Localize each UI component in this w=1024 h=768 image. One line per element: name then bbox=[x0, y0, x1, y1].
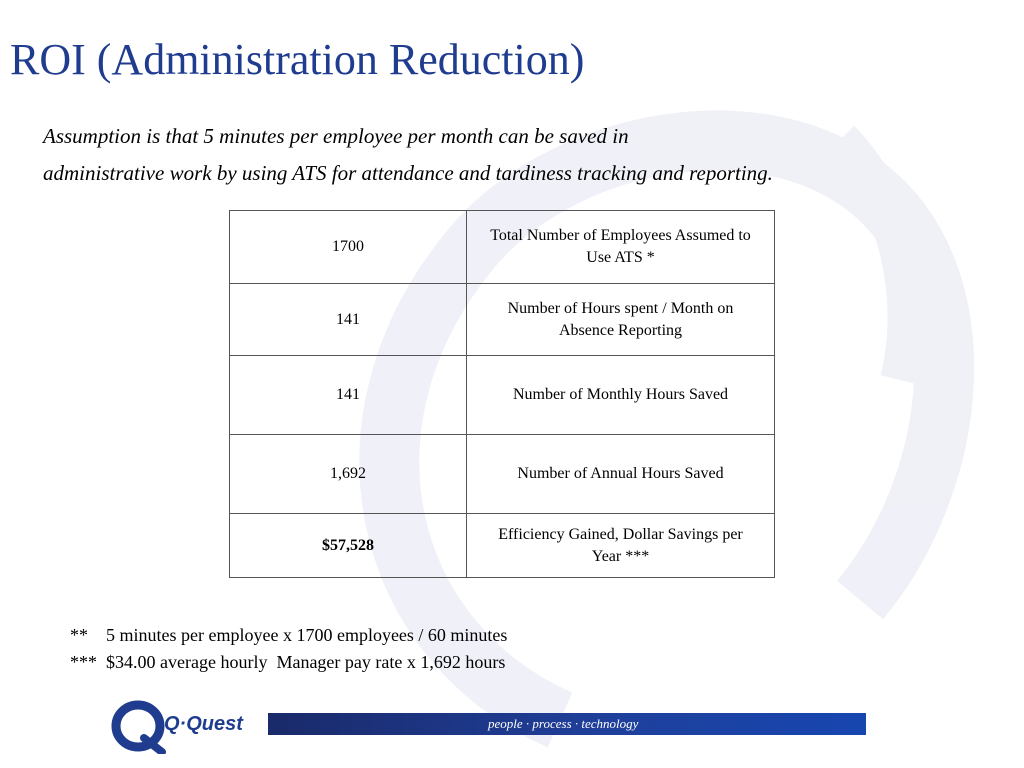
row-value-dollar-savings: $57,528 bbox=[230, 514, 467, 578]
row-label-monthly-saved: Number of Monthly Hours Saved bbox=[467, 356, 775, 435]
qquest-logo bbox=[108, 698, 270, 754]
logo-text: Q·Quest bbox=[164, 713, 243, 735]
table-row bbox=[230, 435, 775, 514]
assumption-line-2: administrative work by using ATS for attendance and tardiness tracking and reporting. bbox=[43, 161, 773, 185]
row-label-employees: Total Number of Employees Assumed to Use ATS * bbox=[467, 211, 775, 284]
table-row bbox=[230, 211, 775, 284]
slide-title: ROI (Administration Reduction) bbox=[10, 35, 585, 84]
footnote-1: ** 5 minutes per employee x 1700 employees / 60 minutes bbox=[70, 625, 508, 645]
footer-tagline: people · process · technology bbox=[488, 716, 639, 731]
table-row bbox=[230, 514, 775, 578]
footnote-2: *** $34.00 average hourly Manager pay rate x 1,692 hours bbox=[70, 652, 506, 672]
roi-table bbox=[229, 210, 775, 578]
row-label-hours-month: Number of Hours spent / Month on Absence Reporting bbox=[467, 284, 775, 356]
table-row bbox=[230, 356, 775, 435]
footnotes bbox=[70, 622, 507, 676]
row-value-annual-saved: 1,692 bbox=[230, 435, 467, 514]
table-row bbox=[230, 284, 775, 356]
row-value-monthly-saved: 141 bbox=[230, 356, 467, 435]
row-value-hours-month: 141 bbox=[230, 284, 467, 356]
assumption-line-1: Assumption is that 5 minutes per employee per month can be saved in bbox=[43, 124, 629, 148]
assumption-text bbox=[43, 118, 1003, 192]
row-value-employees: 1700 bbox=[230, 211, 467, 284]
row-label-annual-saved: Number of Annual Hours Saved bbox=[467, 435, 775, 514]
row-label-dollar-savings: Efficiency Gained, Dollar Savings per Year *** bbox=[467, 514, 775, 578]
